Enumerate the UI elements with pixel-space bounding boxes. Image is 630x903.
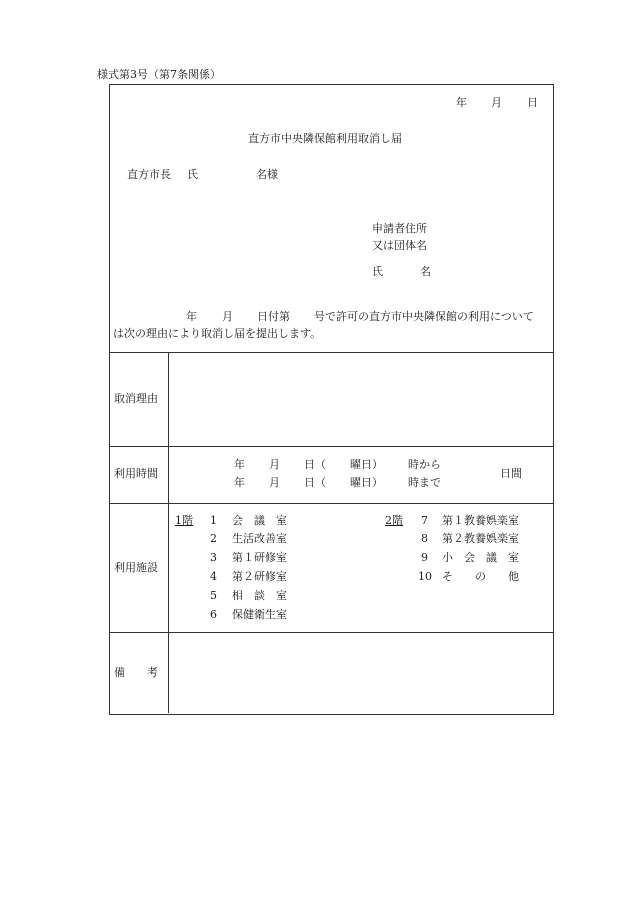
- facility-name: 生活改善室: [232, 532, 287, 545]
- time-to-year: 年: [234, 476, 245, 489]
- facility-num: 3: [210, 551, 217, 564]
- facility-num: 4: [210, 570, 217, 583]
- facility-num: 5: [210, 589, 217, 602]
- statement-line2: は次の理由により取消し届を提出します。: [113, 327, 322, 340]
- facility-name: 第１教養娯楽室: [442, 514, 519, 527]
- facility-num: 7: [421, 514, 428, 527]
- time-from-day: 日（: [304, 458, 326, 471]
- facility-name: そ の 他: [442, 570, 519, 583]
- remarks-label: 備 考: [114, 666, 158, 679]
- applicant-address-label: 申請者住所: [372, 222, 427, 235]
- time-from-hour: 時から: [408, 458, 441, 471]
- label-column-divider: [168, 352, 169, 713]
- facility-num: 2: [210, 532, 217, 545]
- divider-time: [109, 446, 553, 447]
- facility-num: 9: [421, 551, 428, 564]
- facility-num: 10: [418, 570, 432, 583]
- reason-label: 取消理由: [114, 392, 158, 405]
- statement-date-no: 日付第: [257, 310, 290, 323]
- statement-year: 年: [186, 310, 197, 323]
- time-to-month: 月: [269, 476, 280, 489]
- time-to-weekday: 曜日）: [350, 476, 383, 489]
- facility-num: 8: [421, 532, 428, 545]
- reason-input[interactable]: [170, 354, 552, 445]
- date-month: 月: [491, 96, 502, 109]
- time-from-year: 年: [234, 458, 245, 471]
- applicant-name-given: 名: [420, 265, 431, 278]
- divider-facility: [109, 503, 553, 504]
- facility-name: 相 談 室: [232, 589, 287, 602]
- applicant-group-label: 又は団体名: [372, 239, 427, 252]
- facility-num: 6: [210, 608, 217, 621]
- days-label: 日間: [500, 467, 522, 480]
- facility-label: 利用施設: [114, 561, 158, 574]
- facility-name: 保健衛生室: [232, 608, 287, 621]
- facility-name: 小 会 議 室: [442, 551, 519, 564]
- date-year: 年: [456, 96, 467, 109]
- facility-name: 会 議 室: [232, 514, 287, 527]
- divider-remarks: [109, 632, 553, 633]
- facility-name: 第２研修室: [232, 570, 287, 583]
- facility-name: 第２教養娯楽室: [442, 532, 519, 545]
- time-from-weekday: 曜日）: [350, 458, 383, 471]
- time-label: 利用時間: [114, 467, 158, 480]
- form-number: 様式第3号（第7条関係）: [97, 68, 221, 81]
- remarks-input[interactable]: [170, 634, 552, 712]
- floor2-label: 2階: [385, 514, 403, 527]
- addressee-honorific: 名様: [256, 168, 278, 181]
- addressee-surname: 氏: [187, 168, 198, 181]
- applicant-name-surname: 氏: [372, 265, 383, 278]
- addressee-mayor: 直方市長: [127, 168, 171, 181]
- floor1-label: 1階: [175, 514, 193, 527]
- date-day: 日: [527, 96, 538, 109]
- form-title: 直方市中央隣保館利用取消し届: [248, 132, 402, 145]
- time-to-day: 日（: [304, 476, 326, 489]
- divider-reason: [109, 352, 553, 353]
- facility-name: 第１研修室: [232, 551, 287, 564]
- time-to-hour: 時まで: [408, 476, 441, 489]
- statement-line1-rest: 号で許可の直方市中央隣保館の利用について: [314, 310, 534, 323]
- statement-month: 月: [222, 310, 233, 323]
- facility-num: 1: [210, 514, 217, 527]
- time-from-month: 月: [269, 458, 280, 471]
